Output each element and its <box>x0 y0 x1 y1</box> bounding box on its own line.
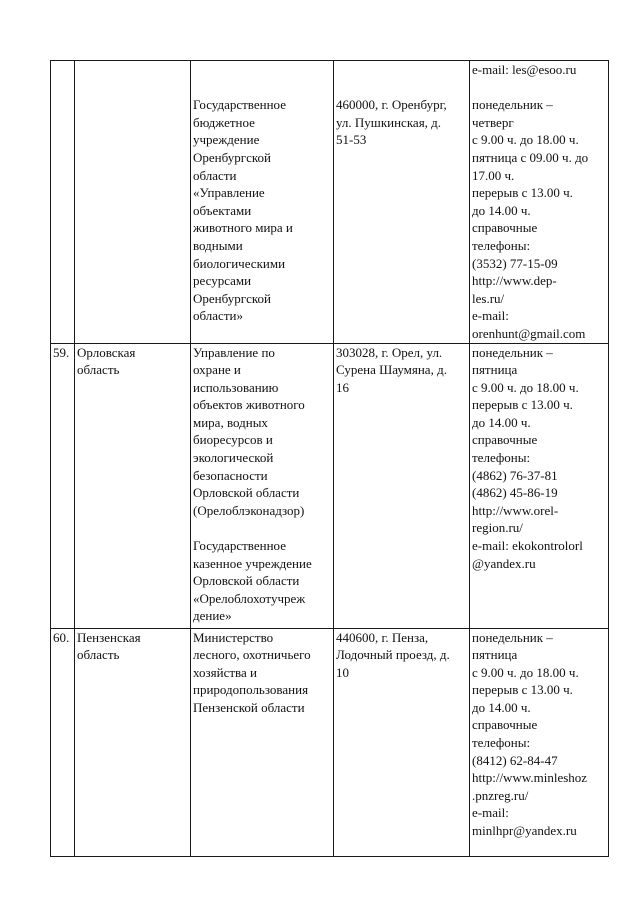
cell-text-line: Государственное <box>193 538 286 554</box>
organization-cell <box>191 343 334 628</box>
cell-text-line <box>193 519 332 537</box>
cell-text-line: e-mail: ekokontrolorl <box>472 538 583 554</box>
cell-text-line: природопользования <box>193 682 309 698</box>
cell-text-line: Оренбургской <box>193 149 271 165</box>
cell-text-line: справочные <box>472 432 538 448</box>
row-number-cell: 60. <box>51 628 75 857</box>
cell-text-line: пятница <box>472 362 518 378</box>
cell-text-line: биоресурсов и <box>193 432 273 448</box>
cell-text-line: @yandex.ru <box>472 555 536 571</box>
cell-text-line: http://www.dep- <box>472 273 557 289</box>
cell-text-line: лесного, охотничьего <box>193 647 311 663</box>
cell-text-line: ул. Пушкинская, д. <box>336 114 442 130</box>
cell-text-line: до 14.00 ч. <box>472 414 531 430</box>
cell-text-line: с 9.00 ч. до 18.00 ч. <box>472 379 579 395</box>
agencies-table <box>50 60 609 857</box>
cell-text-line: мира, водных <box>193 414 268 430</box>
cell-text-line: (3532) 77-15-09 <box>472 255 558 271</box>
address-cell <box>334 343 470 628</box>
cell-text-line: e-mail: les@esoo.ru <box>472 62 577 77</box>
cell-text-line: http://www.minleshoz <box>472 770 588 786</box>
cell-text-line: телефоны: <box>472 450 531 466</box>
cell-text-line: справочные <box>472 717 538 733</box>
cell-text-line: телефоны: <box>472 237 531 253</box>
cell-text-line: до 14.00 ч. <box>472 202 531 218</box>
cell-text-line: ресурсами <box>193 273 252 289</box>
cell-text-line: (4862) 76-37-81 <box>472 467 558 483</box>
cell-text-line: понедельник – <box>472 344 553 360</box>
region-cell <box>75 61 191 344</box>
region-cell <box>75 628 191 857</box>
cell-text-line: области <box>193 167 237 183</box>
cell-text-line: водными <box>193 237 243 253</box>
address-cell <box>334 628 470 857</box>
cell-text-line <box>193 79 332 97</box>
contacts-cell <box>470 343 609 628</box>
contacts-cell <box>470 61 609 344</box>
region-cell <box>75 343 191 628</box>
cell-text-line <box>193 61 332 79</box>
cell-text-line: Управление по <box>193 344 275 360</box>
cell-text-line: охране и <box>193 362 241 378</box>
cell-text-line: Оренбургской <box>193 290 271 306</box>
cell-text-line: e-mail: <box>472 805 509 821</box>
cell-text-line: 10 <box>336 664 349 680</box>
table-row <box>51 628 609 857</box>
organization-cell <box>191 628 334 857</box>
cell-text-line: (8412) 62-84-47 <box>472 752 558 768</box>
cell-text-line: биологическими <box>193 255 286 271</box>
cell-text-line: с 9.00 ч. до 18.00 ч. <box>472 132 579 148</box>
cell-text-line: Сурена Шаумяна, д. <box>336 362 447 378</box>
cell-text-line: Орловской области <box>193 485 300 501</box>
cell-text-line: с 9.00 ч. до 18.00 ч. <box>472 664 579 680</box>
cell-text-line: Пензенской области <box>193 699 305 715</box>
row-number-cell: 59. <box>51 343 75 628</box>
cell-text-line: orenhunt@gmail.com <box>472 325 586 341</box>
cell-text-line: перерыв с 13.00 ч. <box>472 185 573 201</box>
table-row <box>51 343 609 628</box>
cell-text-line: объектами <box>193 202 252 218</box>
cell-text-line: Орловской области <box>193 573 300 589</box>
cell-text-line: области» <box>193 308 243 324</box>
cell-text-line: Министерство <box>193 629 274 645</box>
cell-text-line: использованию <box>193 379 279 395</box>
cell-text-line: «Орелоблохотучреж <box>193 590 306 606</box>
cell-text-line: 17.00 ч. <box>472 167 515 183</box>
cell-text-line: region.ru/ <box>472 520 523 536</box>
cell-text-line: Орловская <box>77 344 136 360</box>
cell-text-line: дение» <box>193 608 232 624</box>
cell-text-line: перерыв с 13.00 ч. <box>472 682 573 698</box>
cell-text-line: «Управление <box>193 185 265 201</box>
cell-text-line: пятница <box>472 647 518 663</box>
cell-text-line: 16 <box>336 379 349 395</box>
cell-text-line: животного мира и <box>193 220 293 236</box>
address-cell <box>334 61 470 344</box>
cell-text-line: (Орелоблэконадзор) <box>193 502 305 518</box>
cell-text-line: казенное учреждение <box>193 555 312 571</box>
cell-text-line: 51-53 <box>336 132 367 148</box>
cell-text-line: e-mail: <box>472 308 509 324</box>
cell-text-line: до 14.00 ч. <box>472 699 531 715</box>
cell-text-line: область <box>77 362 120 378</box>
cell-text-line: Пензенская <box>77 629 141 645</box>
cell-text-line: 460000, г. Оренбург, <box>336 97 447 113</box>
organization-cell <box>191 61 334 344</box>
cell-text-line: безопасности <box>193 467 268 483</box>
cell-text-line: экологической <box>193 450 274 466</box>
cell-text-line: Государственное <box>193 97 286 113</box>
cell-text-line: перерыв с 13.00 ч. <box>472 397 573 413</box>
cell-text-line: minlhpr@yandex.ru <box>472 823 577 839</box>
cell-text-line: (4862) 45-86-19 <box>472 485 558 501</box>
cell-text-line: область <box>77 647 120 663</box>
cell-text-line: хозяйства и <box>193 664 257 680</box>
cell-text-line: телефоны: <box>472 735 531 751</box>
cell-text-line: понедельник – <box>472 97 553 113</box>
cell-text-line: les.ru/ <box>472 290 505 306</box>
cell-text-line: Лодочный проезд, д. <box>336 647 450 663</box>
cell-text-line: http://www.orel- <box>472 502 559 518</box>
table-row <box>51 61 609 344</box>
cell-text-line: бюджетное <box>193 114 255 130</box>
cell-text-line <box>336 61 468 79</box>
contacts-cell <box>470 628 609 857</box>
cell-text-line: объектов животного <box>193 397 305 413</box>
cell-text-line: 440600, г. Пенза, <box>336 629 429 645</box>
cell-text-line: пятница с 09.00 ч. до <box>472 149 589 165</box>
cell-text-line: справочные <box>472 220 538 236</box>
cell-text-line: 303028, г. Орел, ул. <box>336 344 443 360</box>
cell-text-line: учреждение <box>193 132 260 148</box>
cell-text-line <box>472 79 607 97</box>
row-number-cell <box>51 61 75 344</box>
cell-text-line: .pnzreg.ru/ <box>472 787 529 803</box>
cell-text-line: четверг <box>472 114 514 130</box>
cell-text-line <box>336 79 468 97</box>
cell-text-line: понедельник – <box>472 629 553 645</box>
